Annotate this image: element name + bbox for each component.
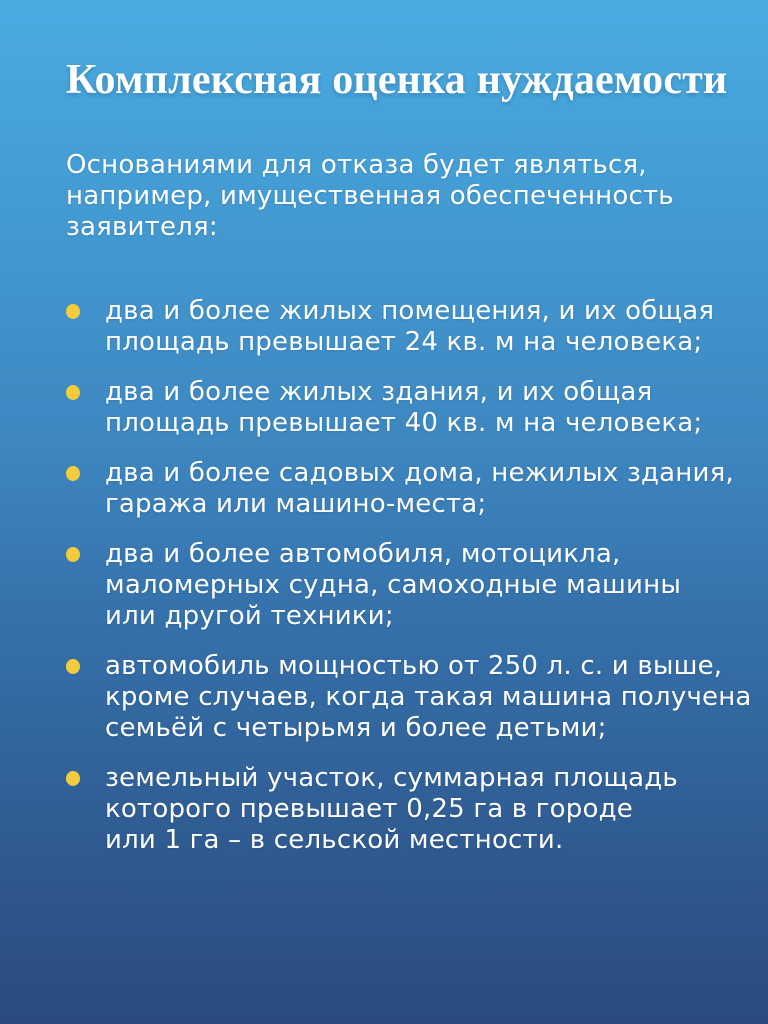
list-item-line: земельный участок, суммарная площадь [105,763,678,793]
bullet-dot-icon [66,304,80,319]
list-item-line: два и более жилых помещения, и их общая [105,296,715,326]
list-item [66,377,730,439]
bullet-dot-icon [66,466,80,481]
list-item-line: гаража или машино-места; [105,489,487,519]
bullet-dot-icon [66,771,80,786]
list-item-text [105,539,681,632]
bullet-dot-icon [66,659,80,674]
list-item-line: или 1 га – в сельской местности. [105,825,564,855]
page-title: Комплексная оценка нуждаемости [66,57,728,103]
list-item-text [105,651,752,744]
list-item [66,651,752,744]
list-item-line: автомобиль мощностью от 250 л. с. и выше, [105,651,723,681]
intro-line: Основаниями для отказа будет являться, [66,150,647,180]
list-item-line: которого превышает 0,25 га в городе [105,794,633,824]
list-item-line: маломерных судна, самоходные машины [105,570,682,600]
criteria-list [66,296,752,856]
list-item-text [105,377,702,439]
list-item-text [105,763,678,856]
list-item-line: площадь превышает 40 кв. м на человека; [105,408,703,438]
list-item [66,763,730,856]
list-item-text [105,458,734,520]
intro-line: например, имущественная обеспеченность [66,181,674,211]
list-item-line: или другой техники; [105,601,394,631]
bullet-dot-icon [66,385,80,400]
intro-line: заявителя: [66,212,218,242]
list-item-line: кроме случаев, когда такая машина получена [105,682,752,712]
list-item [66,458,734,520]
list-item-line: два и более жилых здания, и их общая [105,377,653,407]
list-item-line: два и более садовых дома, нежилых здания, [105,458,734,488]
intro-text [66,150,730,243]
list-item-line: семьёй с четырьмя и более детьми; [105,713,607,743]
list-item [66,539,730,632]
bullet-dot-icon [66,547,80,562]
list-item [66,296,730,358]
list-item-line: два и более автомобиля, мотоцикла, [105,539,621,569]
list-item-line: площадь превышает 24 кв. м на человека; [105,327,703,357]
list-item-text [105,296,714,358]
